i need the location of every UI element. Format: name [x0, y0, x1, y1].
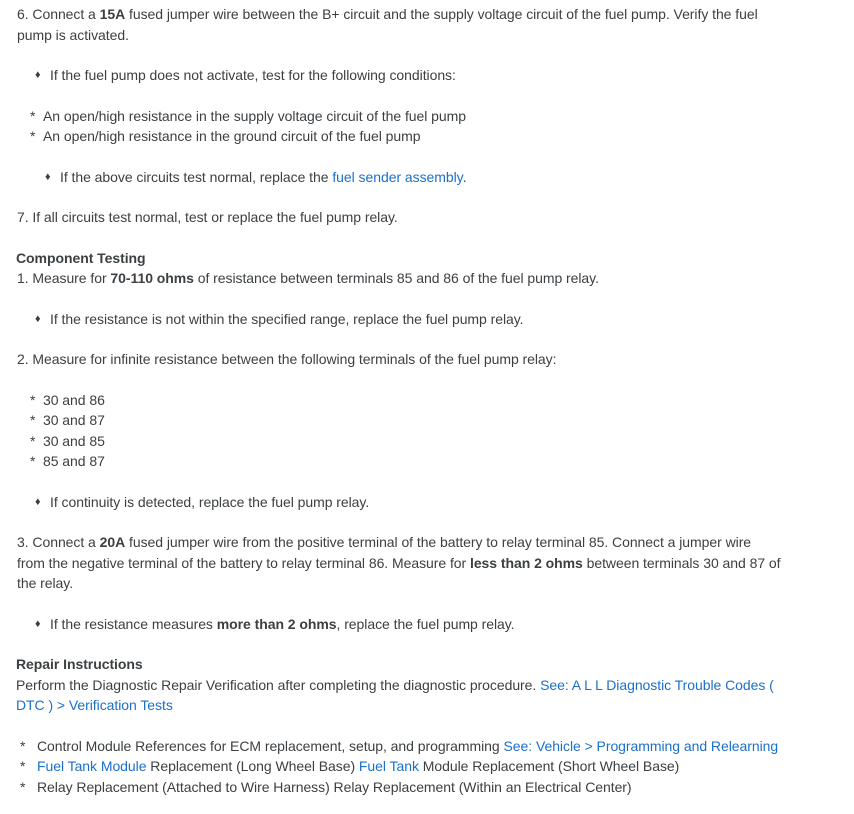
text-line: [17, 573, 854, 594]
text-line: [50, 65, 854, 86]
text-segment: 2. Measure for infinite resistance between the following terminals of the fuel pump relay:: [17, 351, 557, 367]
component-step-1: [0, 268, 854, 289]
inline-link[interactable]: See: A L L Diagnostic Trouble Codes (: [540, 676, 774, 693]
text-segment: fused jumper wire between the B+ circuit and the supply voltage circuit of the fuel pump. Verify the fuel: [125, 6, 758, 22]
heading-component-testing: [0, 248, 854, 269]
text-line: [43, 390, 854, 411]
text-line: [16, 248, 854, 269]
asterisk-bullet-icon: *: [20, 758, 26, 774]
text-segment: fused jumper wire from the positive terminal of the battery to relay terminal 85. Connect a jumper wire: [125, 534, 752, 550]
text-segment: .: [462, 168, 467, 185]
asterisk-bullet-icon: *: [30, 391, 36, 408]
repair-item-relay: [0, 777, 854, 798]
inline-link[interactable]: Fuel Tank: [358, 758, 419, 774]
terminal-pair-30-87: [0, 410, 854, 431]
text-segment: pump is activated.: [17, 26, 129, 43]
text-line: [50, 614, 854, 635]
condition-open-ground: [0, 126, 854, 147]
action-replace-relay-resistance: [0, 614, 854, 635]
text-segment: 7. If all circuits test normal, test or replace the fuel pump relay.: [17, 209, 398, 225]
text-segment: 15A: [99, 6, 126, 22]
repair-item-control-module: [0, 736, 854, 757]
text-line: [16, 695, 854, 716]
text-segment: , replace the fuel pump relay.: [336, 615, 515, 632]
action-replace-relay-range: [0, 309, 854, 330]
text-line: [37, 756, 854, 777]
terminal-pair-30-86: [0, 390, 854, 411]
text-segment: 6. Connect a: [17, 6, 100, 22]
text-line: [43, 451, 854, 472]
asterisk-bullet-icon: *: [30, 107, 36, 124]
text-line: [16, 654, 854, 675]
repair-item-fuel-tank: [0, 756, 854, 777]
text-line: [43, 410, 854, 431]
diamond-bullet-icon: ♦: [35, 69, 41, 81]
text-segment: Replacement (Long Wheel Base): [146, 758, 359, 774]
text-line: [17, 532, 854, 553]
text-segment: less than 2 ohms: [469, 554, 583, 571]
inline-link[interactable]: DTC ) > Verification Tests: [16, 697, 173, 713]
text-segment: Component Testing: [16, 249, 146, 266]
text-segment: If the resistance measures: [50, 615, 217, 632]
terminal-pair-85-87: [0, 451, 854, 472]
text-segment: Repair Instructions: [16, 656, 143, 672]
text-segment: 30 and 85: [43, 432, 105, 449]
asterisk-bullet-icon: *: [30, 412, 36, 428]
text-segment: Relay Replacement (Attached to Wire Harness) Relay Replacement (Within an Electrical Center): [37, 778, 632, 795]
asterisk-bullet-icon: *: [20, 737, 26, 754]
text-segment: 30 and 87: [43, 412, 105, 428]
diamond-bullet-icon: ♦: [35, 312, 41, 325]
condition-open-supply-voltage: [0, 106, 854, 127]
text-segment: Module Replacement (Short Wheel Base): [418, 758, 680, 774]
inline-link[interactable]: See: Vehicle > Programming and Relearning: [503, 737, 779, 754]
text-line: [43, 106, 854, 127]
text-segment: between terminals 30 and 87 of: [582, 554, 781, 571]
text-segment: more than 2 ohms: [216, 615, 337, 632]
diamond-bullet-icon: ♦: [45, 170, 51, 183]
text-segment: 1. Measure for: [17, 270, 111, 286]
text-line: [17, 268, 854, 289]
text-segment: from the negative terminal of the battery to relay terminal 86. Measure for: [17, 554, 470, 571]
step-7: [0, 207, 854, 228]
inline-link[interactable]: fuel sender assembly: [332, 168, 463, 185]
asterisk-bullet-icon: *: [30, 128, 36, 144]
text-segment: 20A: [99, 534, 126, 550]
text-segment: If continuity is detected, replace the fuel pump relay.: [50, 493, 370, 510]
text-segment: 3. Connect a: [17, 534, 100, 550]
heading-repair-instructions: [0, 654, 854, 675]
text-line: [17, 4, 854, 25]
repair-verification-paragraph: [0, 675, 854, 716]
terminal-pair-30-85: [0, 431, 854, 452]
text-segment: 30 and 86: [43, 391, 105, 408]
condition-fuel-pump-not-activate: [0, 65, 854, 86]
component-step-3: [0, 532, 854, 594]
text-segment: If the fuel pump does not activate, test for the following conditions:: [50, 67, 456, 83]
diamond-bullet-icon: ♦: [35, 495, 41, 508]
text-segment: Perform the Diagnostic Repair Verification after completing the diagnostic procedure.: [16, 676, 541, 693]
asterisk-bullet-icon: *: [30, 453, 36, 469]
text-line: [60, 167, 854, 188]
action-replace-fuel-sender: [0, 167, 854, 188]
component-step-2: [0, 349, 854, 370]
text-line: [43, 126, 854, 147]
text-segment: the relay.: [17, 575, 74, 591]
action-replace-relay-continuity: [0, 492, 854, 513]
text-line: [50, 492, 854, 513]
text-line: [16, 675, 854, 696]
step-6: [0, 4, 854, 45]
text-line: [37, 736, 854, 757]
asterisk-bullet-icon: *: [30, 432, 36, 449]
text-segment: If the above circuits test normal, replace the: [60, 168, 333, 185]
text-segment: of resistance between terminals 85 and 86 of the fuel pump relay.: [193, 270, 599, 286]
text-line: [17, 25, 854, 46]
diamond-bullet-icon: ♦: [35, 617, 41, 630]
text-segment: 85 and 87: [43, 453, 105, 469]
text-line: [37, 777, 854, 798]
text-segment: An open/high resistance in the ground circuit of the fuel pump: [43, 128, 421, 144]
text-segment: Control Module References for ECM replacement, setup, and programming: [37, 737, 504, 754]
text-segment: If the resistance is not within the specified range, replace the fuel pump relay.: [50, 310, 524, 327]
text-segment: An open/high resistance in the supply voltage circuit of the fuel pump: [43, 107, 466, 124]
text-line: [17, 207, 854, 228]
asterisk-bullet-icon: *: [20, 778, 26, 795]
inline-link[interactable]: Fuel Tank Module: [37, 758, 147, 774]
text-line: [17, 553, 854, 574]
text-line: [43, 431, 854, 452]
text-line: [50, 309, 854, 330]
text-segment: 70-110 ohms: [110, 270, 194, 286]
text-line: [17, 349, 854, 370]
